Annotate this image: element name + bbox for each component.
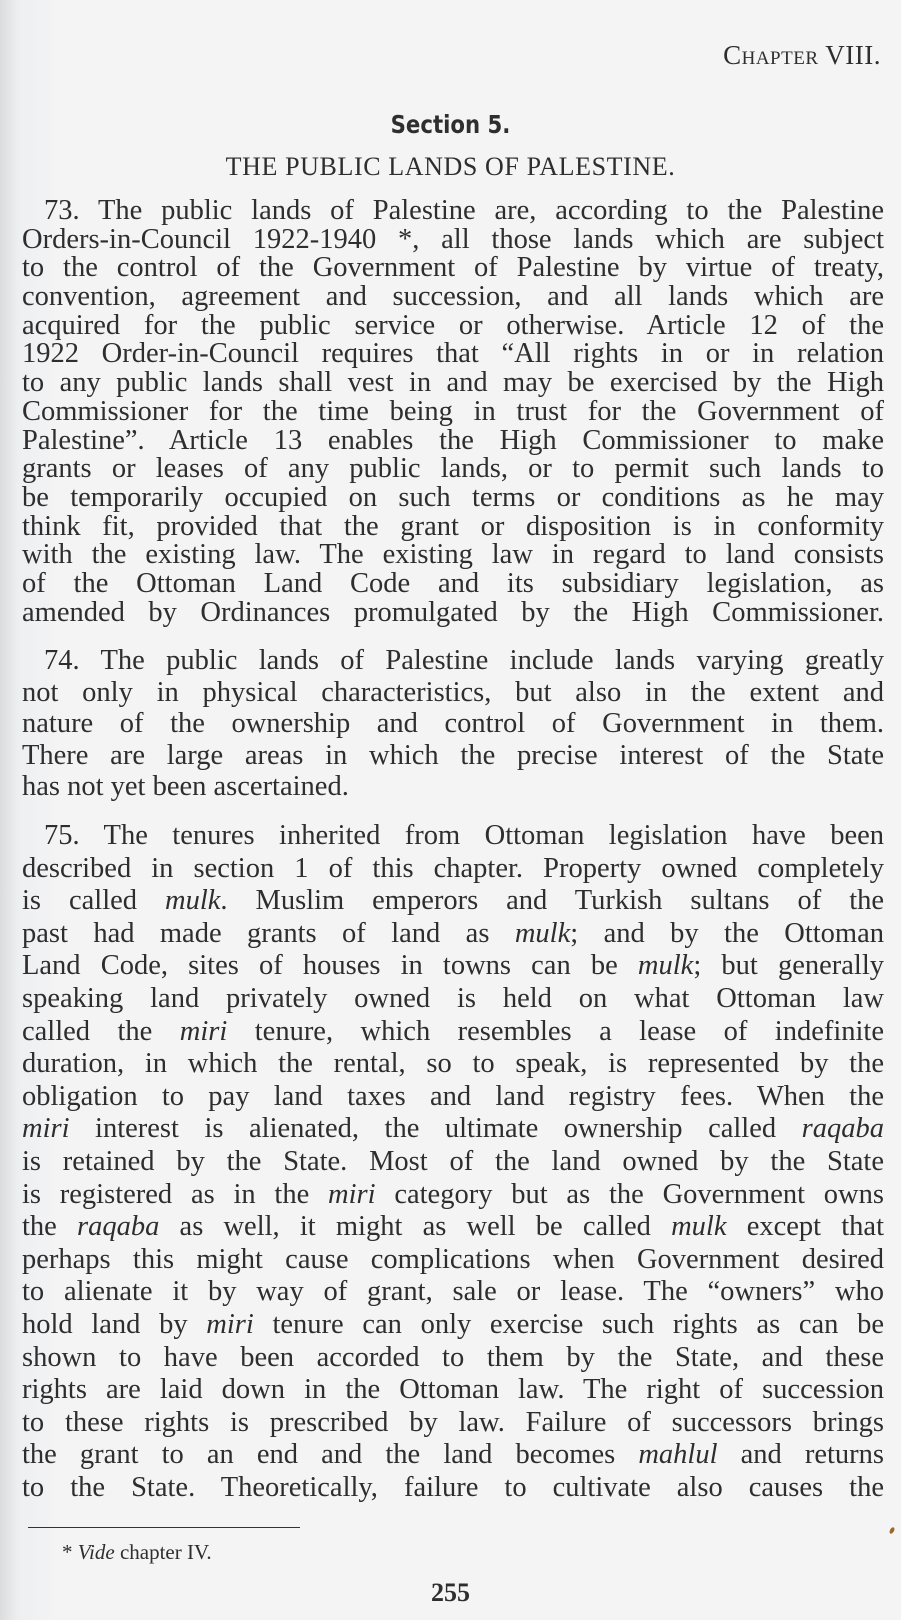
text-segment: There are large areas in which the precise interest of the State [22,739,884,771]
running-header-chapter: Chapter VIII. [723,40,881,70]
text-line [22,708,884,740]
text-line [22,283,884,312]
text-segment: obligation to pay land taxes and land registry fees. When the [22,1080,884,1112]
text-segment: the [22,1211,78,1243]
italic-term: miri [179,1015,228,1047]
text-line [22,1016,884,1049]
text-line [22,645,884,677]
text-segment: Palestine”. Article 13 enables the High Commissioner to make [22,424,884,456]
text-line [22,677,884,709]
text-line [22,1374,884,1407]
text-line [22,885,884,918]
text-segment: is registered as in the [22,1178,329,1210]
text-segment: tenure can only exercise such rights as can be [253,1308,884,1340]
text-segment: duration, in which the rental, so to speak, is represented by the [22,1048,884,1080]
text-line [22,1179,884,1212]
text-line [22,1211,884,1244]
italic-term: miri [328,1178,376,1210]
text-line [22,369,884,398]
text-segment: grants or leases of any public lands, or to permit such lands to [22,453,884,485]
text-line [22,309,884,341]
text-segment: the grant to an end and the land becomes [22,1439,639,1471]
text-line [22,740,884,772]
text-line [22,918,884,951]
text-line [22,510,884,542]
text-segment: amended by Ordinances promulgated by the High Commissioner. [22,596,884,628]
text-line [22,853,884,886]
text-segment: speaking land privately owned is held on what Ottoman law [22,982,884,1014]
text-segment: shown to have been accorded to them by the State, and these [22,1341,884,1373]
section-heading: Section 5. [390,110,511,139]
text-segment: Orders-in-Council 1922-1940 *, all those lands which are subject [22,223,884,255]
italic-term: mulk [514,917,571,949]
text-line [22,983,884,1016]
text-line [22,1146,884,1179]
text-segment: as well, it might as well be called [159,1211,672,1243]
text-line [22,1113,884,1146]
text-segment: tenure, which resembles a lease of indefinite [227,1015,884,1047]
text-segment: perhaps this might cause complications when Government desired [22,1243,884,1275]
text-segment: acquired for the public service or otherwise. Article 12 of the [22,309,884,341]
text-line [22,395,884,427]
text-segment: to the State. Theoretically, failure to cultivate also causes the [22,1471,884,1503]
text-segment: be temporarily occupied on such terms or conditions as he may [22,481,884,513]
text-line [22,223,884,255]
footnote-italic: Vide [77,1540,115,1564]
text-segment: is retained by the State. Most of the land owned by the State [22,1145,884,1177]
text-segment: to alienate it by way of grant, sale or lease. The “owners” who [22,1276,884,1308]
text-segment: rights are laid down in the Ottoman law. The right of succession [22,1374,884,1406]
text-segment: ; and by the Ottoman [570,917,885,949]
italic-term: mahlul [638,1439,718,1471]
italic-term: mulk [164,885,221,917]
text-line [22,567,884,599]
text-line [22,1342,884,1375]
text-segment: except that [726,1211,884,1243]
text-segment: Land Code, sites of houses in towns can be [22,950,638,982]
text-segment: has not yet been ascertained. [22,771,349,802]
text-line [22,481,884,513]
text-segment: to any public lands shall vest in and may be exercised by the High [22,367,884,399]
text-segment: 1922 Order-in-Council requires that “All rights in or in relation [22,338,884,370]
text-segment: is called [22,885,165,917]
text-segment: 73. The public lands of Palestine are, according to the Palestine [44,195,884,226]
paragraph-73 [22,197,884,627]
text-line [22,254,884,283]
text-segment: nature of the ownership and control of Government in them. [22,708,884,739]
text-line [22,771,884,803]
text-segment: 74. The public lands of Palestine include lands varying greatly [44,645,884,676]
text-line [22,820,884,853]
text-line [22,424,884,456]
italic-term: miri [22,1113,70,1145]
text-line [22,197,884,226]
text-segment: Commissioner for the time being in trust for the Government of [22,395,884,427]
text-segment: to the control of the Government of Palestine by virtue of treaty, [22,252,884,284]
text-segment: convention, agreement and succession, and all lands which are [22,281,884,313]
paragraph-74 [22,645,884,803]
text-line [22,1048,884,1081]
italic-term: raqaba [801,1113,884,1145]
text-segment: hold land by [22,1308,207,1340]
section-title: THE PUBLIC LANDS OF PALESTINE. [225,152,676,181]
italic-term: miri [206,1308,254,1340]
text-line [22,1407,884,1440]
text-segment: of the Ottoman Land Code and its subsidiary legislation, as [22,567,884,599]
paragraph-75 [22,820,884,1504]
text-segment: interest is alienated, the ultimate ownership called [69,1113,802,1145]
text-segment: ; but generally [693,950,884,982]
text-line [22,541,884,570]
paper-speck [889,1526,896,1534]
italic-term: mulk [637,950,694,982]
text-line [22,596,884,628]
text-segment: past had made grants of land as [22,917,515,949]
text-segment: . Muslim emperors and Turkish sultans of the [220,885,885,917]
text-segment: think fit, provided that the grant or disposition is in conformity [22,510,884,542]
footnote-divider [28,1527,300,1528]
text-segment: category but as the Government owns [375,1178,884,1210]
text-line [22,1472,884,1505]
text-line [22,1081,884,1114]
italic-term: mulk [671,1211,727,1243]
footnote-marker: * [62,1540,78,1564]
text-line [22,1439,884,1472]
text-line [22,1244,884,1277]
text-line [22,950,884,983]
text-line [22,455,884,484]
text-segment: called the [22,1015,180,1047]
page-number: 255 [431,1578,470,1607]
text-segment: not only in physical characteristics, but also in the extent and [22,676,884,708]
footnote [62,1540,212,1565]
text-segment: 75. The tenures inherited from Ottoman legislation have been [44,820,884,851]
text-segment: to these rights is prescribed by law. Failure of successors brings [22,1406,884,1438]
footnote-text: chapter IV. [114,1540,212,1564]
italic-term: raqaba [77,1211,160,1243]
text-segment: with the existing law. The existing law in regard to land consists [22,539,884,571]
text-line [22,1309,884,1342]
text-line [22,1276,884,1309]
text-segment: described in section 1 of this chapter. Property owned completely [22,852,884,884]
text-line [22,340,884,369]
text-segment: and returns [717,1439,884,1471]
